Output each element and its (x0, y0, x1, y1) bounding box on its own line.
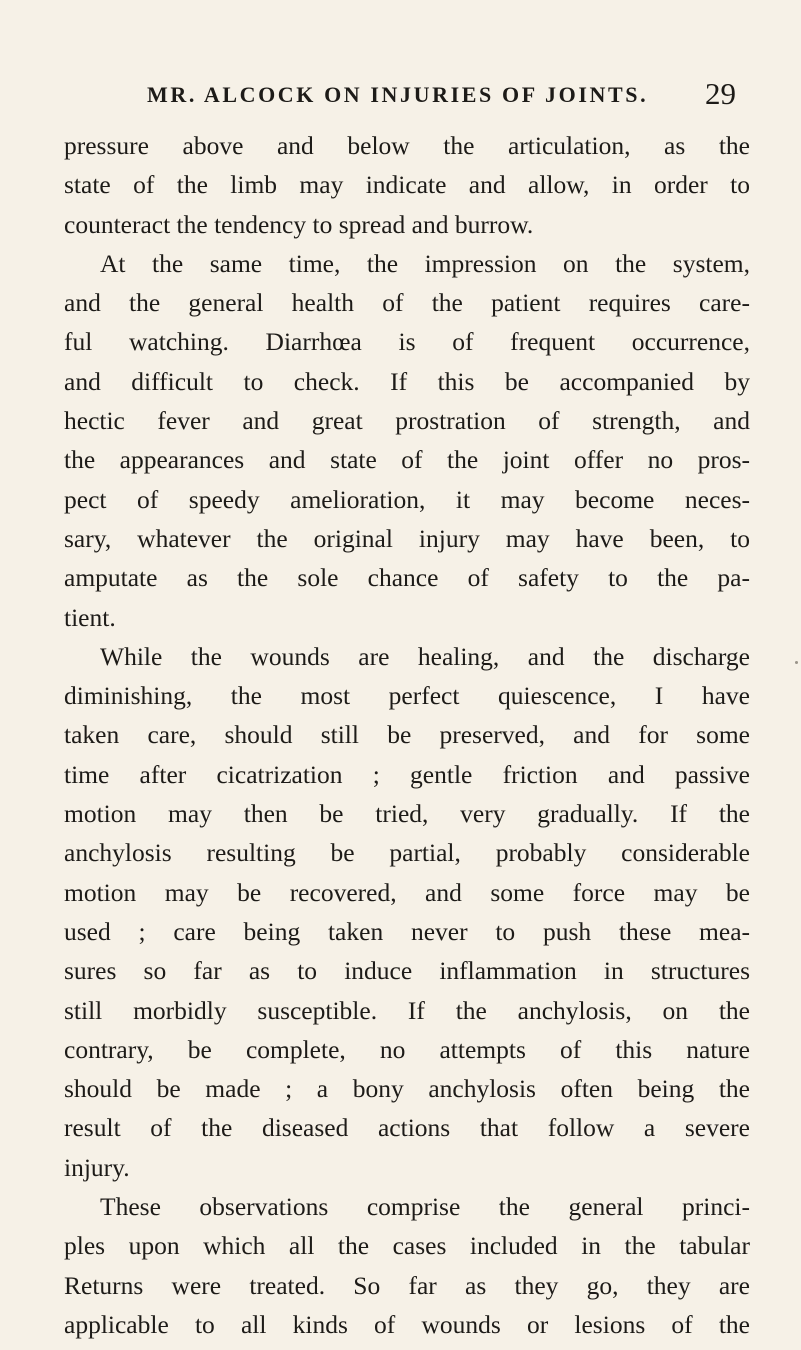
text-line: motion may be recovered, and some force may be (64, 877, 750, 907)
text-line: time after cicatrization ; gentle friction and passive (64, 759, 750, 789)
text-line: pect of speedy amelioration, it may become neces- (64, 484, 750, 514)
text-line: and the general health of the patient requires care- (64, 288, 750, 318)
text-line: the appearances and state of the joint offer no pros- (64, 445, 750, 475)
text-line: still morbidly susceptible. If the anchylosis, on the (64, 995, 750, 1025)
text-line: ful watching. Diarrhœa is of frequent occurrence, (64, 327, 750, 357)
text-line: injury. (64, 1152, 130, 1182)
text-line: result of the diseased actions that follow a severe (64, 1113, 750, 1143)
text-line: state of the limb may indicate and allow, in order to (64, 170, 750, 200)
text-line: used ; care being taken never to push these mea- (64, 916, 750, 946)
text-line: and difficult to check. If this be accompanied by (64, 366, 750, 396)
text-line: contrary, be complete, no attempts of this nature (64, 1034, 750, 1064)
margin-speck (795, 661, 798, 664)
body-text (64, 126, 750, 1344)
running-head (64, 76, 736, 122)
text-line: motion may then be tried, very gradually. If the (64, 799, 750, 829)
text-line: While the wounds are healing, and the discharge (100, 641, 750, 671)
text-line: At the same time, the impression on the system, (100, 248, 750, 278)
text-line: ples upon which all the cases included in the tabular (64, 1231, 750, 1261)
text-line: counteract the tendency to spread and burrow. (64, 209, 534, 239)
text-line: sary, whatever the original injury may have been, to (64, 523, 750, 553)
text-line: anchylosis resulting be partial, probably considerable (64, 838, 750, 868)
page-number: 29 (705, 76, 736, 111)
text-line: These observations comprise the general princi- (100, 1192, 750, 1222)
text-line: diminishing, the most perfect quiescence, I have (64, 681, 750, 711)
text-line: tient. (64, 602, 116, 632)
text-line: should be made ; a bony anchylosis often being the (64, 1074, 750, 1104)
text-line: applicable to all kinds of wounds or lesions of the (64, 1309, 750, 1339)
running-title: MR. ALCOCK ON INJURIES OF JOINTS. (147, 82, 649, 107)
text-line: pressure above and below the articulation, as the (64, 131, 750, 160)
text-line: amputate as the sole chance of safety to the pa- (64, 563, 750, 593)
text-line: hectic fever and great prostration of strength, and (64, 406, 750, 436)
text-line: Returns were treated. So far as they go, they are (64, 1270, 750, 1300)
text-line: sures so far as to induce inflammation in structures (64, 956, 750, 986)
text-line: taken care, should still be preserved, and for some (64, 720, 750, 750)
